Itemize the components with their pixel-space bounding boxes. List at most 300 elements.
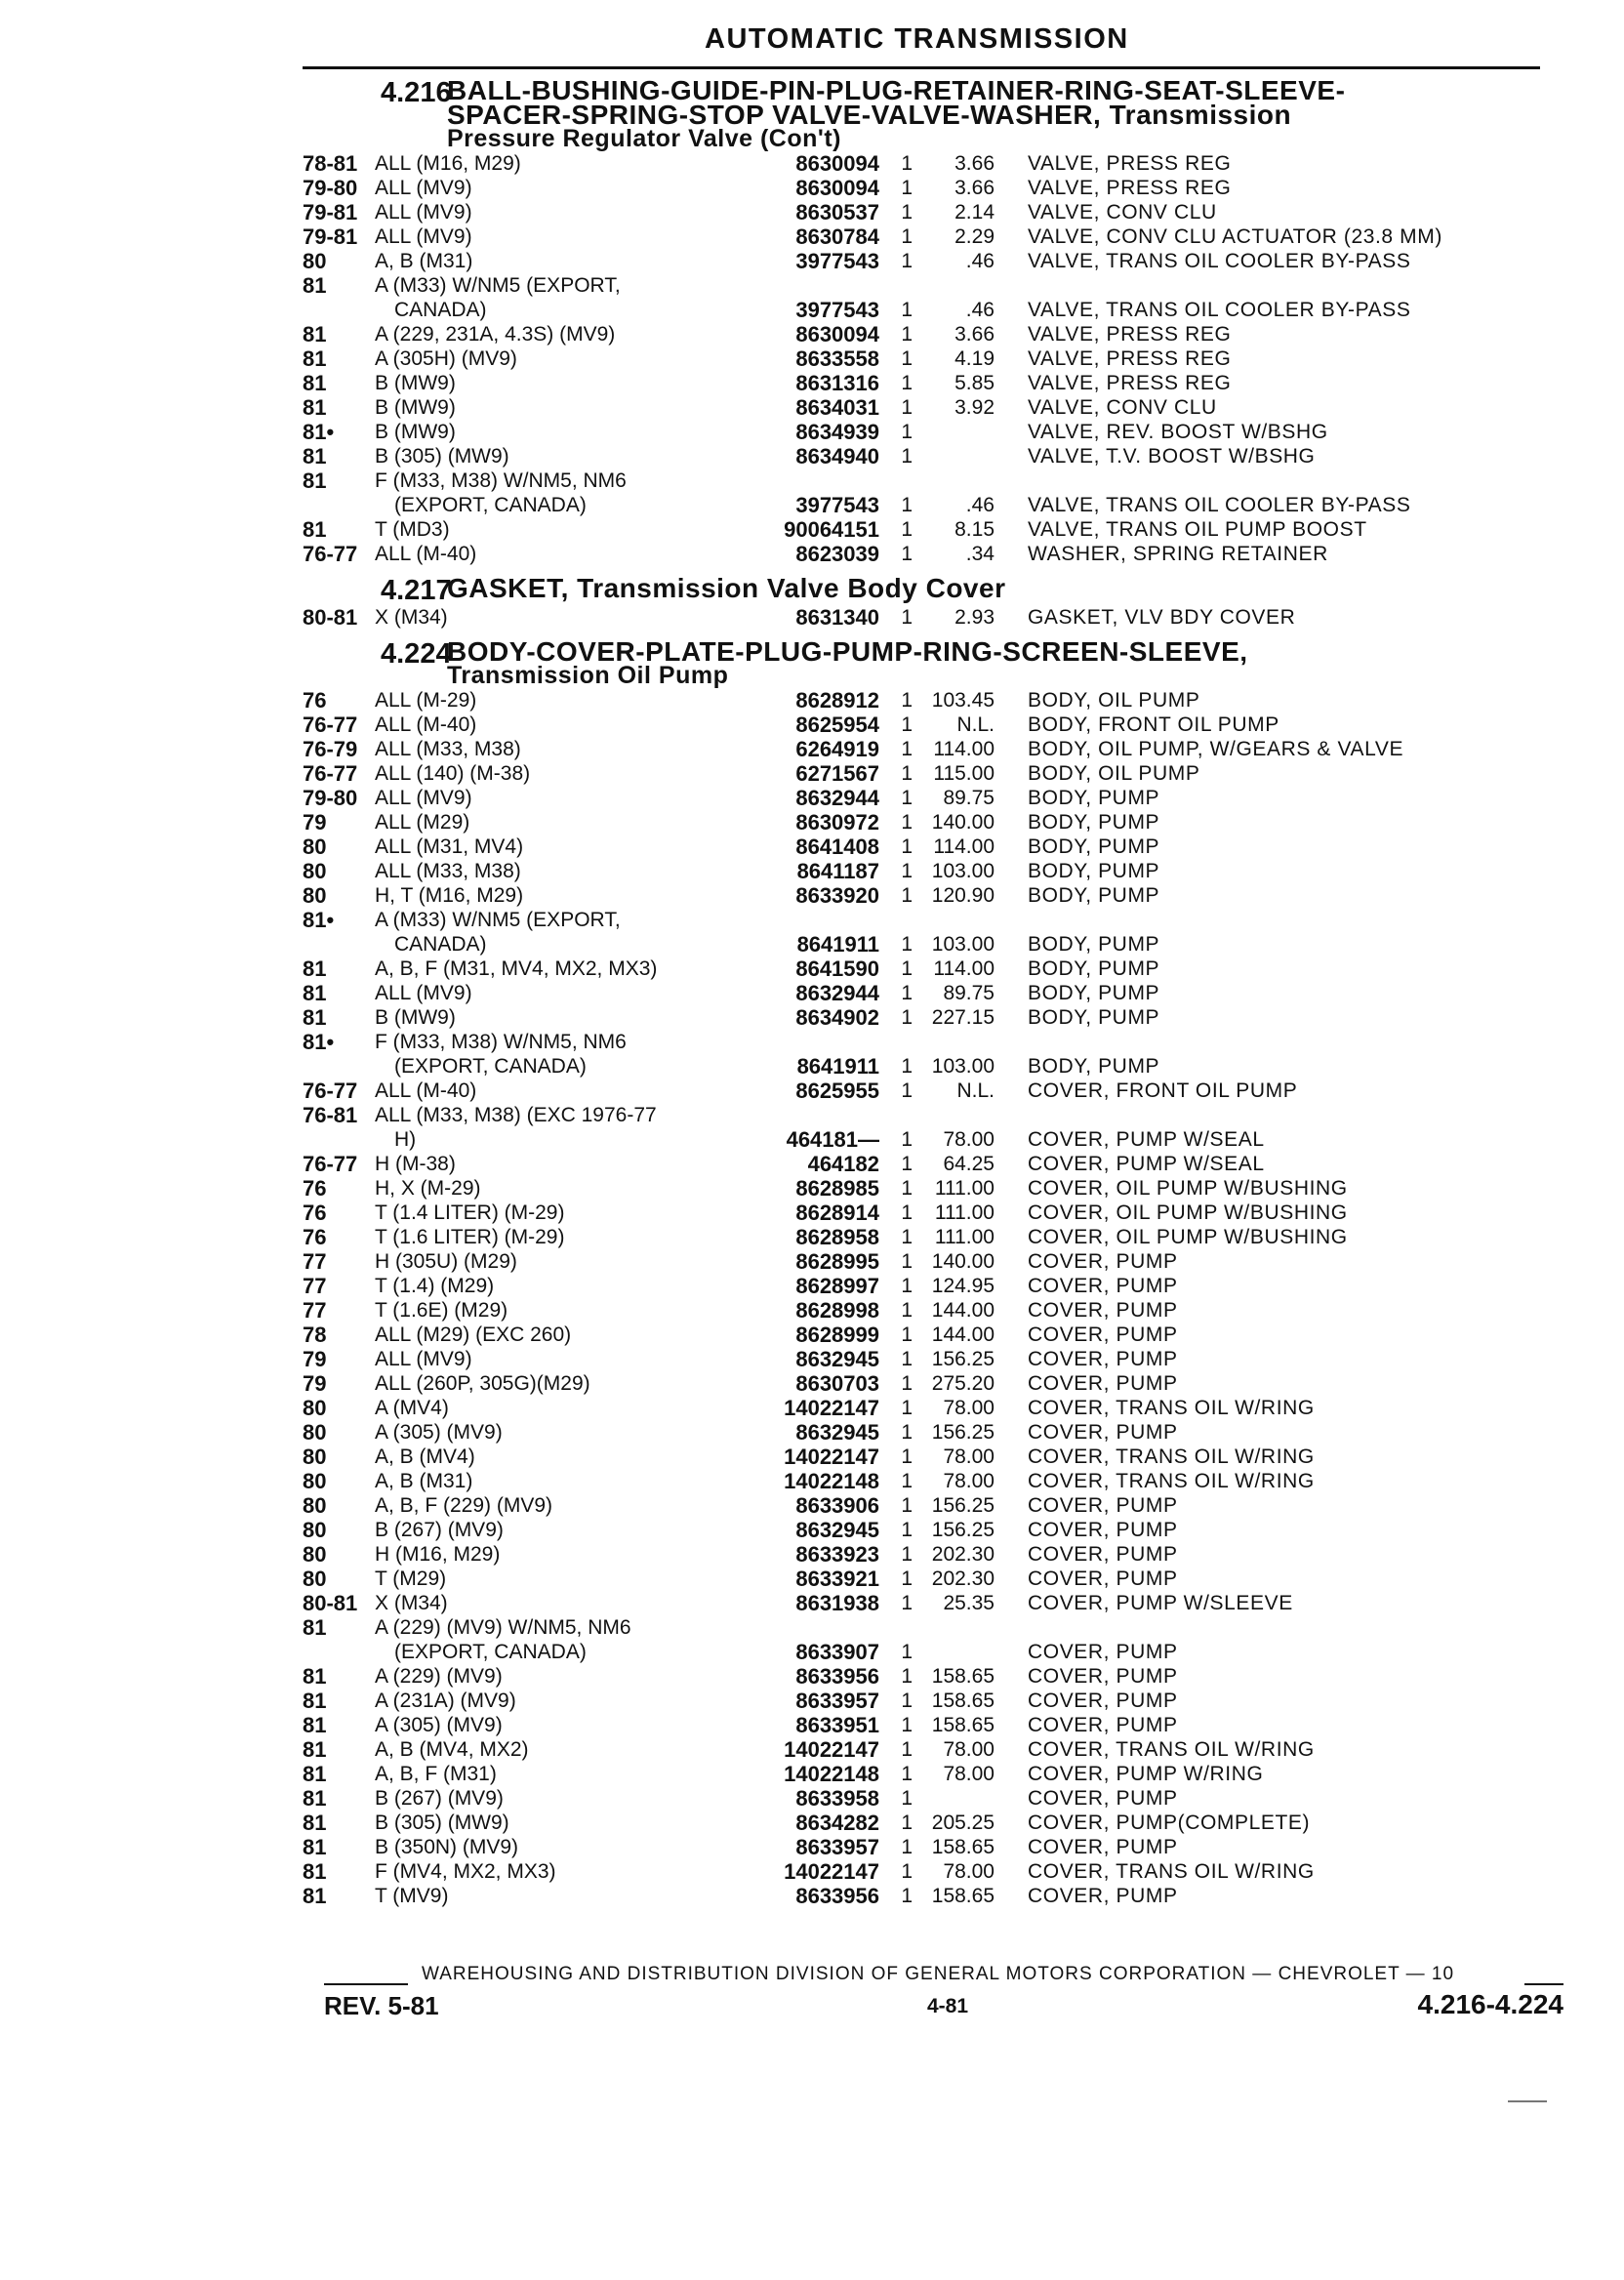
application-line: ALL (M33, M38) (375, 860, 521, 882)
price: 78.00 (943, 1470, 995, 1492)
part-row (303, 1176, 1571, 1201)
quantity: 1 (901, 1714, 913, 1736)
section-header (303, 573, 1571, 606)
model-year: 76 (303, 1225, 327, 1249)
price: N.L. (956, 1079, 995, 1102)
part-number: 8634031 (795, 395, 879, 420)
section-number: 4.224 (381, 638, 452, 670)
quantity: 1 (901, 811, 913, 834)
application (375, 737, 760, 761)
application-line: A (M33) W/NM5 (EXPORT, (375, 274, 621, 297)
quantity: 1 (901, 323, 913, 346)
part-number: 8625955 (795, 1079, 879, 1103)
part-row (303, 1567, 1571, 1591)
part-number: 8628985 (795, 1176, 879, 1201)
part-number: 8632944 (795, 786, 879, 810)
part-description: COVER, PUMP W/SEAL (1028, 1153, 1265, 1175)
part-number: 8628914 (795, 1201, 879, 1225)
application-line: ALL (M-40) (375, 1079, 477, 1102)
quantity: 1 (901, 1275, 913, 1297)
quantity: 1 (901, 1641, 913, 1663)
application-line: H) (394, 1128, 417, 1151)
price: 3.92 (954, 396, 995, 419)
part-number: 8633920 (795, 883, 879, 908)
section-title (447, 75, 1571, 152)
application-line: B (MW9) (375, 396, 456, 419)
part-description: WASHER, SPRING RETAINER (1028, 543, 1328, 565)
application (375, 981, 760, 1005)
model-year: 79-80 (303, 176, 358, 200)
part-description: COVER, TRANS OIL W/RING (1028, 1738, 1315, 1761)
part-description: BODY, PUMP (1028, 787, 1160, 809)
part-row (303, 371, 1571, 395)
quantity: 1 (901, 713, 913, 736)
application (375, 1835, 760, 1859)
part-row (303, 883, 1571, 908)
model-year: 81 (303, 371, 327, 395)
section-number: 4.216 (381, 77, 452, 108)
part-row (303, 712, 1571, 737)
application-line: A, B, F (229) (MV9) (375, 1494, 553, 1517)
part-number: 8628958 (795, 1225, 879, 1249)
model-year: 81 (303, 1786, 327, 1811)
model-year: 78 (303, 1323, 327, 1347)
application (375, 1152, 760, 1176)
part-number: 14022148 (784, 1469, 879, 1493)
application-line: A (M33) W/NM5 (EXPORT, (375, 909, 621, 931)
quantity: 1 (901, 1885, 913, 1907)
part-description: BODY, OIL PUMP (1028, 689, 1200, 712)
model-year: 76-77 (303, 1079, 358, 1103)
application-line: B (267) (MV9) (375, 1519, 504, 1541)
model-year: 79-80 (303, 786, 358, 810)
application (375, 786, 760, 810)
part-description: COVER, PUMP (1028, 1323, 1178, 1346)
part-description: COVER, PUMP (1028, 1690, 1178, 1712)
application (375, 1786, 760, 1811)
model-year: 79 (303, 1347, 327, 1371)
part-description: COVER, OIL PUMP W/BUSHING (1028, 1201, 1348, 1224)
part-description: COVER, PUMP (1028, 1543, 1178, 1566)
application (375, 1713, 760, 1737)
part-description: COVER, PUMP(COMPLETE) (1028, 1812, 1311, 1834)
model-year: 76 (303, 1201, 327, 1225)
application-line: ALL (M29) (375, 811, 470, 834)
part-row (303, 1274, 1571, 1298)
application-line: ALL (140) (M-38) (375, 762, 531, 785)
model-year: 81 (303, 395, 327, 420)
quantity: 1 (901, 860, 913, 882)
model-year: 80 (303, 1396, 327, 1420)
quantity: 1 (901, 1250, 913, 1273)
part-description: COVER, PUMP (1028, 1372, 1178, 1395)
application-line: CANADA) (394, 299, 487, 321)
part-number: 8633907 (795, 1640, 879, 1664)
price: .46 (965, 250, 995, 272)
part-number: 3977543 (795, 493, 879, 517)
part-row (303, 1518, 1571, 1542)
part-row (303, 1420, 1571, 1445)
application (375, 1664, 760, 1689)
application (375, 957, 760, 981)
price: 78.00 (943, 1763, 995, 1785)
part-row (303, 859, 1571, 883)
page-title: AUTOMATIC TRANSMISSION (705, 23, 1129, 55)
application-line: A, B (M31) (375, 250, 473, 272)
quantity: 1 (901, 445, 913, 468)
part-number: 14022147 (784, 1859, 879, 1884)
part-row (303, 517, 1571, 542)
application (375, 542, 760, 566)
application-line: H (305U) (M29) (375, 1250, 517, 1273)
part-row (303, 1786, 1571, 1811)
application-line: ALL (M-40) (375, 713, 477, 736)
part-row (303, 1201, 1571, 1225)
application-line: ALL (M33, M38) (EXC 1976-77 (375, 1104, 657, 1126)
part-description: COVER, TRANS OIL W/RING (1028, 1860, 1315, 1883)
application (375, 810, 760, 835)
application-line: A (229) (MV9) (375, 1665, 503, 1688)
part-description: COVER, OIL PUMP W/BUSHING (1028, 1177, 1348, 1200)
part-description: COVER, FRONT OIL PUMP (1028, 1079, 1298, 1102)
application-line: T (M29) (375, 1568, 447, 1590)
application (375, 1249, 760, 1274)
price: 114.00 (933, 835, 995, 858)
price: 114.00 (933, 957, 995, 980)
model-year: 78-81 (303, 151, 358, 176)
application-line: T (1.6 LITER) (M-29) (375, 1226, 565, 1248)
part-description: BODY, PUMP (1028, 933, 1160, 956)
part-row (303, 1005, 1571, 1030)
model-year: 80 (303, 1420, 327, 1445)
price (922, 420, 1028, 444)
quantity: 1 (901, 518, 913, 541)
part-number: 90064151 (784, 517, 879, 542)
part-row (303, 1835, 1571, 1859)
application-line: A (229, 231A, 4.3S) (MV9) (375, 323, 616, 346)
quantity: 1 (901, 982, 913, 1004)
part-row (303, 1249, 1571, 1274)
part-number: 8633958 (795, 1786, 879, 1811)
model-year: 76-79 (303, 737, 358, 761)
quantity: 1 (901, 543, 913, 565)
application-line: H (M-38) (375, 1153, 456, 1175)
price: 144.00 (931, 1299, 995, 1322)
quantity: 1 (901, 689, 913, 712)
price: 8.15 (954, 518, 995, 541)
part-row (303, 1469, 1571, 1493)
quantity: 1 (901, 225, 913, 248)
application-line: A (305) (MV9) (375, 1421, 503, 1444)
price: 158.65 (931, 1885, 995, 1907)
application (375, 371, 760, 395)
part-row (303, 761, 1571, 786)
model-year: 80 (303, 1542, 327, 1567)
application-line: A, B (MV4) (375, 1445, 475, 1468)
quantity: 1 (901, 606, 913, 629)
page-footer (324, 1962, 1563, 2050)
quantity: 1 (901, 957, 913, 980)
part-description: VALVE, T.V. BOOST W/BSHG (1028, 445, 1316, 468)
model-year: 81 (303, 1689, 327, 1713)
part-row (303, 1713, 1571, 1737)
application (375, 1201, 760, 1225)
part-number: 8631340 (795, 605, 879, 630)
price: 64.25 (943, 1153, 995, 1175)
application (375, 322, 760, 346)
application (375, 1445, 760, 1469)
quantity: 1 (901, 152, 913, 175)
quantity: 1 (901, 1397, 913, 1419)
part-row (303, 1371, 1571, 1396)
price: 158.65 (931, 1665, 995, 1688)
part-row (303, 1445, 1571, 1469)
part-row (303, 1079, 1571, 1103)
part-description: COVER, PUMP (1028, 1250, 1178, 1273)
price: 115.00 (933, 762, 995, 785)
part-row (303, 420, 1571, 444)
price: 103.45 (931, 689, 995, 712)
part-number: 14022147 (784, 1737, 879, 1762)
model-year: 81• (303, 1030, 335, 1054)
part-number: 8633956 (795, 1884, 879, 1908)
model-year: 77 (303, 1274, 327, 1298)
part-number: 6271567 (795, 761, 879, 786)
application (375, 1103, 760, 1152)
part-row (303, 1152, 1571, 1176)
application-line: A, B (M31) (375, 1470, 473, 1492)
quantity: 1 (901, 1153, 913, 1175)
part-number: 8630094 (795, 322, 879, 346)
part-row (303, 737, 1571, 761)
part-number: 8634940 (795, 444, 879, 468)
price: 140.00 (931, 1250, 995, 1273)
application-line: (EXPORT, CANADA) (394, 494, 587, 516)
application (375, 395, 760, 420)
application (375, 605, 760, 630)
part-description: BODY, OIL PUMP (1028, 762, 1200, 785)
part-row (303, 468, 1571, 517)
part-number: 8632945 (795, 1420, 879, 1445)
part-description: COVER, PUMP (1028, 1641, 1178, 1663)
application-line: ALL (M16, M29) (375, 152, 521, 175)
price: 156.25 (931, 1348, 995, 1370)
quantity: 1 (901, 787, 913, 809)
part-number: 8625954 (795, 712, 879, 737)
price: .34 (965, 543, 995, 565)
application-line: H, T (M16, M29) (375, 884, 524, 907)
part-number: 8632945 (795, 1347, 879, 1371)
quantity: 1 (901, 396, 913, 419)
part-description: VALVE, TRANS OIL PUMP BOOST (1028, 518, 1367, 541)
application-line: A, B, F (M31) (375, 1763, 497, 1785)
part-description: COVER, TRANS OIL W/RING (1028, 1397, 1315, 1419)
application-line: (EXPORT, CANADA) (394, 1055, 587, 1078)
part-row (303, 786, 1571, 810)
price: 205.25 (931, 1812, 995, 1834)
quantity: 1 (901, 1445, 913, 1468)
model-year: 81• (303, 908, 335, 932)
price: 103.00 (931, 933, 995, 956)
price: .46 (965, 494, 995, 516)
part-row (303, 1689, 1571, 1713)
part-description: BODY, PUMP (1028, 957, 1160, 980)
price: 202.30 (931, 1568, 995, 1590)
part-number: 8641408 (795, 835, 879, 859)
model-year: 81 (303, 322, 327, 346)
application-line: X (M34) (375, 606, 448, 629)
page-header (303, 21, 1540, 69)
footer-revision: REV. 5-81 (324, 1991, 439, 2020)
part-row (303, 1298, 1571, 1323)
part-description: BODY, PUMP (1028, 1055, 1160, 1078)
part-row (303, 151, 1571, 176)
application (375, 1347, 760, 1371)
model-year: 81 (303, 468, 327, 493)
application-line: A (305) (MV9) (375, 1714, 503, 1736)
application-line: A (231A) (MV9) (375, 1690, 516, 1712)
application (375, 1420, 760, 1445)
part-description: VALVE, CONV CLU (1028, 201, 1217, 224)
model-year: 76-77 (303, 761, 358, 786)
model-year: 79 (303, 1371, 327, 1396)
part-row (303, 1225, 1571, 1249)
price: 227.15 (931, 1006, 995, 1029)
price: 78.00 (943, 1445, 995, 1468)
application-line: ALL (MV9) (375, 1348, 472, 1370)
scan-mark (1508, 2100, 1547, 2102)
part-description: VALVE, PRESS REG (1028, 347, 1232, 370)
part-description: COVER, PUMP (1028, 1275, 1178, 1297)
part-description: COVER, TRANS OIL W/RING (1028, 1470, 1315, 1492)
part-number: 8628997 (795, 1274, 879, 1298)
model-year: 76 (303, 688, 327, 712)
quantity: 1 (901, 762, 913, 785)
part-number: 8633906 (795, 1493, 879, 1518)
section-title (447, 636, 1571, 689)
part-row (303, 1859, 1571, 1884)
part-description: COVER, PUMP W/SEAL (1028, 1128, 1265, 1151)
application-line: F (M33, M38) W/NM5, NM6 (375, 1031, 627, 1053)
part-description: VALVE, CONV CLU (1028, 396, 1217, 419)
model-year: 81• (303, 420, 335, 444)
application (375, 1737, 760, 1762)
model-year: 80 (303, 1518, 327, 1542)
part-number: 8641911 (796, 1054, 879, 1079)
model-year: 81 (303, 1615, 327, 1640)
model-year: 80-81 (303, 1591, 358, 1615)
part-description: COVER, PUMP (1028, 1421, 1178, 1444)
part-description: COVER, PUMP W/RING (1028, 1763, 1264, 1785)
price: 103.00 (931, 1055, 995, 1078)
quantity: 1 (901, 1372, 913, 1395)
application-line: T (1.4) (M29) (375, 1275, 495, 1297)
application (375, 712, 760, 737)
model-year: 77 (303, 1249, 327, 1274)
price: 158.65 (931, 1714, 995, 1736)
application (375, 1859, 760, 1884)
application-line: B (305) (MW9) (375, 445, 509, 468)
application (375, 1615, 760, 1664)
price: 78.00 (943, 1738, 995, 1761)
application (375, 420, 760, 444)
part-row (303, 1323, 1571, 1347)
part-number: 8633956 (795, 1664, 879, 1689)
part-description: VALVE, CONV CLU ACTUATOR (23.8 MM) (1028, 225, 1442, 248)
application (375, 151, 760, 176)
part-number: 464182 (807, 1152, 879, 1176)
model-year: 76-77 (303, 542, 358, 566)
application (375, 1469, 760, 1493)
quantity: 1 (901, 933, 913, 956)
quantity: 1 (901, 347, 913, 370)
part-description: COVER, PUMP (1028, 1299, 1178, 1322)
section-number: 4.217 (381, 575, 452, 606)
part-number: 8628999 (795, 1323, 879, 1347)
quantity: 1 (901, 1226, 913, 1248)
model-year: 80 (303, 1469, 327, 1493)
application (375, 200, 760, 224)
part-description: VALVE, PRESS REG (1028, 177, 1232, 199)
application-line: ALL (M-40) (375, 543, 477, 565)
price: 89.75 (943, 982, 995, 1004)
quantity: 1 (901, 1738, 913, 1761)
application-line: A, B (MV4, MX2) (375, 1738, 529, 1761)
part-description: BODY, FRONT OIL PUMP (1028, 713, 1279, 736)
part-row (303, 1615, 1571, 1664)
application (375, 1884, 760, 1908)
price: 144.00 (931, 1323, 995, 1346)
application-line: A, B, F (M31, MV4, MX2, MX3) (375, 957, 658, 980)
price: 111.00 (934, 1226, 995, 1248)
application-line: H (M16, M29) (375, 1543, 501, 1566)
part-row (303, 1811, 1571, 1835)
part-description: VALVE, TRANS OIL COOLER BY-PASS (1028, 299, 1411, 321)
application-line: B (350N) (MV9) (375, 1836, 519, 1858)
part-row (303, 1884, 1571, 1908)
price: 2.93 (954, 606, 995, 629)
part-number: 8634902 (795, 1005, 879, 1030)
application-line: B (MW9) (375, 1006, 456, 1029)
section-title (447, 573, 1571, 605)
part-row (303, 224, 1571, 249)
price: 4.19 (954, 347, 995, 370)
footer-division: WAREHOUSING AND DISTRIBUTION DIVISION OF GENERAL MOTORS CORPORATION — CHEVROLET — 10 (422, 1964, 1455, 1984)
part-number: 8630537 (795, 200, 879, 224)
part-description: COVER, PUMP (1028, 1348, 1178, 1370)
application (375, 176, 760, 200)
application (375, 761, 760, 786)
application-line: A (305H) (MV9) (375, 347, 517, 370)
part-description: VALVE, PRESS REG (1028, 152, 1232, 175)
part-number: 8634282 (795, 1811, 879, 1835)
part-number: 6264919 (795, 737, 879, 761)
model-year: 80 (303, 859, 327, 883)
part-description: COVER, PUMP (1028, 1568, 1178, 1590)
part-row (303, 605, 1571, 630)
part-number: 3977543 (795, 298, 879, 322)
model-year: 81 (303, 1811, 327, 1835)
application-line: F (MV4, MX2, MX3) (375, 1860, 556, 1883)
application (375, 273, 760, 322)
section-header (303, 75, 1571, 152)
model-year: 81 (303, 346, 327, 371)
model-year: 80 (303, 1493, 327, 1518)
application-line: ALL (M-29) (375, 689, 477, 712)
part-description: COVER, PUMP (1028, 1885, 1178, 1907)
part-row (303, 835, 1571, 859)
price: 111.00 (934, 1201, 995, 1224)
